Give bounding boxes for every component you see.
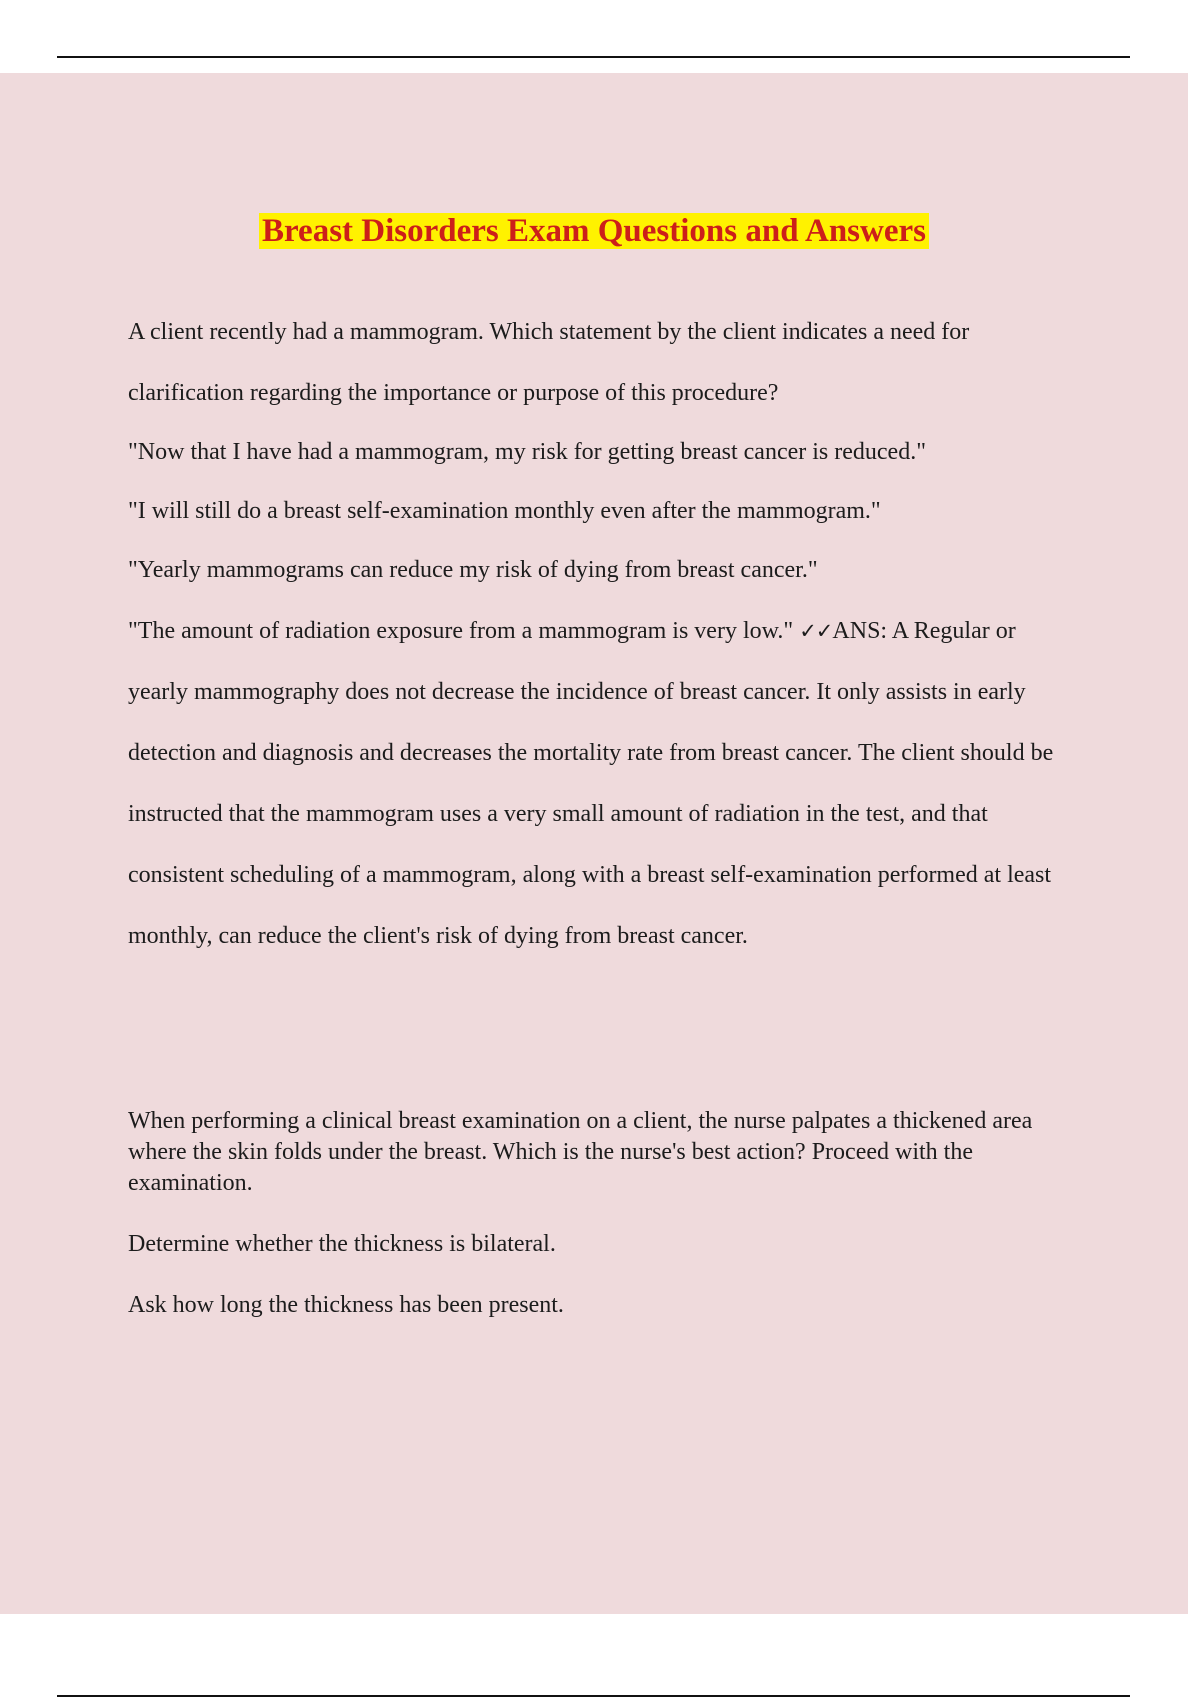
q1-stem-line-1: A client recently had a mammogram. Which statement by the client indicates a need for [128,319,970,345]
q1-option-a: "Now that I have had a mammogram, my risk for getting breast cancer is reduced." [128,439,926,465]
document-page [0,73,1188,1614]
question-spacer [128,982,1068,1106]
q2-stem: When performing a clinical breast examination on a client, the nurse palpates a thickened area where the skin folds under the breast. Which is the nurse's best action? Proceed with the examination. [128,1108,1033,1196]
q2-option-b: Determine whether the thickness is bilateral. [128,1231,556,1257]
q1-stem-line-2: clarification regarding the importance or purpose of this procedure? [128,380,779,406]
q1-rationale-line-5: monthly, can reduce the client's risk of dying from breast cancer. [128,923,748,949]
document-title: Breast Disorders Exam Questions and Answers [259,213,929,249]
top-divider [57,56,1130,58]
q1-rationale-line-3: instructed that the mammogram uses a very small amount of radiation in the test, and that [128,801,988,827]
q2-option-c: Ask how long the thickness has been present. [128,1292,564,1318]
q1-answer-start: ANS: A Regular or [832,618,1016,644]
q1-option-c: "Yearly mammograms can reduce my risk of dying from breast cancer." [128,557,818,583]
double-check-icon: ✓✓ [799,619,833,643]
q1-rationale-line-4: consistent scheduling of a mammogram, along with a breast self-examination performed at least [128,862,1052,888]
document-body [128,317,1068,1351]
q1-rationale-line-1: yearly mammography does not decrease the incidence of breast cancer. It only assists in early [128,679,1026,705]
q1-option-d-with-answer [128,616,1068,647]
title-block [0,213,1188,249]
q1-option-d: "The amount of radiation exposure from a mammogram is very low." [128,618,794,644]
q1-rationale-line-2: detection and diagnosis and decreases the mortality rate from breast cancer. The client should be [128,740,1054,766]
bottom-divider [57,1695,1130,1697]
q1-option-b: "I will still do a breast self-examination monthly even after the mammogram." [128,498,881,524]
